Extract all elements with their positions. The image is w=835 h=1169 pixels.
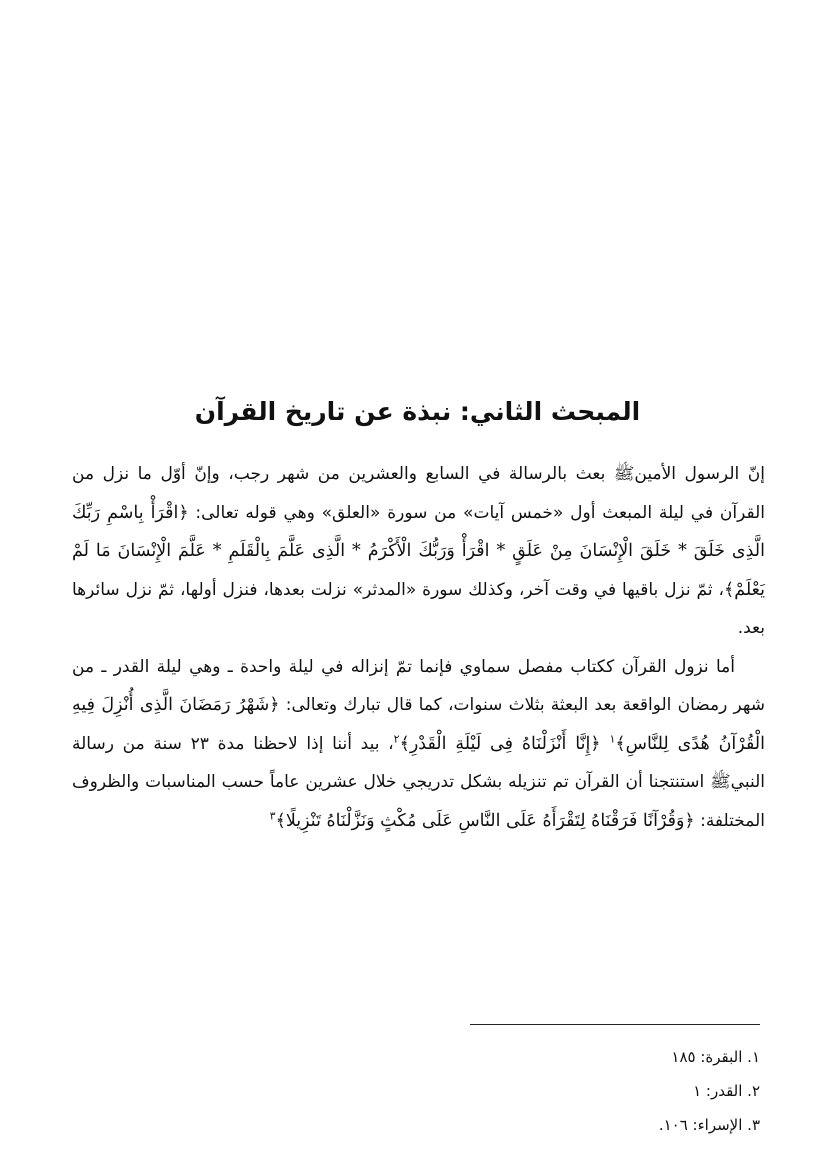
body-text [72, 455, 765, 840]
footnote-item: ٢. القدر: ١ [693, 1082, 760, 1100]
footnote-item: ١. البقرة: ١٨٥ [671, 1048, 760, 1066]
footnote-ref: ٣ [269, 808, 276, 822]
paragraph-gradual-revelation [72, 648, 765, 841]
quran-verse-qadr: ﴿إِنَّا أَنْزَلْنَاهُ فِى لَيْلَةِ الْقَدْرِ﴾ [399, 733, 610, 754]
quran-verse-baqara: ﴿شَهْرُ رَمَضَانَ الَّذِى أُنْزِلَ فِيهِ الْقُرْآنُ هُدًى لِلنَّاسِ﴾ [72, 695, 765, 754]
paragraph-text: إنّ الرسول الأمينﷺ بعث بالرسالة في السابع والعشرين من شهر رجب، وإنّ أوّل ما نزل من القرآن في ليلة المبعث أول «خمس آيات» من سورة «العلق» وهي قوله تعالى: [72, 464, 765, 523]
footnote-ref: ٢ [393, 731, 400, 745]
footnotes [470, 1040, 760, 1142]
paragraph-revelation-start [72, 455, 765, 648]
paragraph-text: ، ثمّ نزل باقيها في وقت آخر، وكذلك سورة «المدثر» نزلت بعدها، فنزل أولها، ثمّ نزل سائرها بعد. [72, 579, 765, 638]
paragraph-text: أما نزول القرآن ككتاب مفصل سماوي فإنما تمّ إنزاله في ليلة واحدة ـ وهي ليلة القدر ـ من شهر رمضان الواقعة بعد البعثة بثلاث سنوات، كما قال تبارك وتعالى: [72, 656, 765, 715]
quran-verse-alaq: ﴿اقْرَأْ بِاسْمِ رَبِّكَ الَّذِى خَلَقَ * خَلَقَ الْإِنْسَانَ مِنْ عَلَقٍ * اقْرَأْ وَرَبُّكَ الْأَكْرَمُ * الَّذِى عَلَّمَ بِالْقَلَمِ * عَلَّمَ الْإِنْسَانَ مَا لَمْ يَعْلَمْ﴾ [72, 502, 765, 600]
footnote-ref: ١ [609, 731, 616, 745]
footnote-divider [470, 1024, 760, 1025]
quran-verse-isra: ﴿وَقُرْآنًا فَرَقْنَاهُ لِتَقْرَأَهُ عَلَى النَّاسِ عَلَى مُكْثٍ وَنَزَّلْنَاهُ تَنْزِيلًا﴾ [275, 810, 695, 831]
footnote-item: ٣. الإسراء: ١٠٦. [658, 1116, 760, 1134]
paragraph-text: ، بيد أننا إذا لاحظنا مدة ٢٣ سنة من رسالة النبيﷺ استنتجنا أن القرآن تم تنزيله بشكل تدريجي خلال عشرين عاماً حسب المناسبات والظروف المختلفة: [72, 733, 765, 831]
section-title: المبحث الثاني: نبذة عن تاريخ القرآن [194, 397, 641, 426]
